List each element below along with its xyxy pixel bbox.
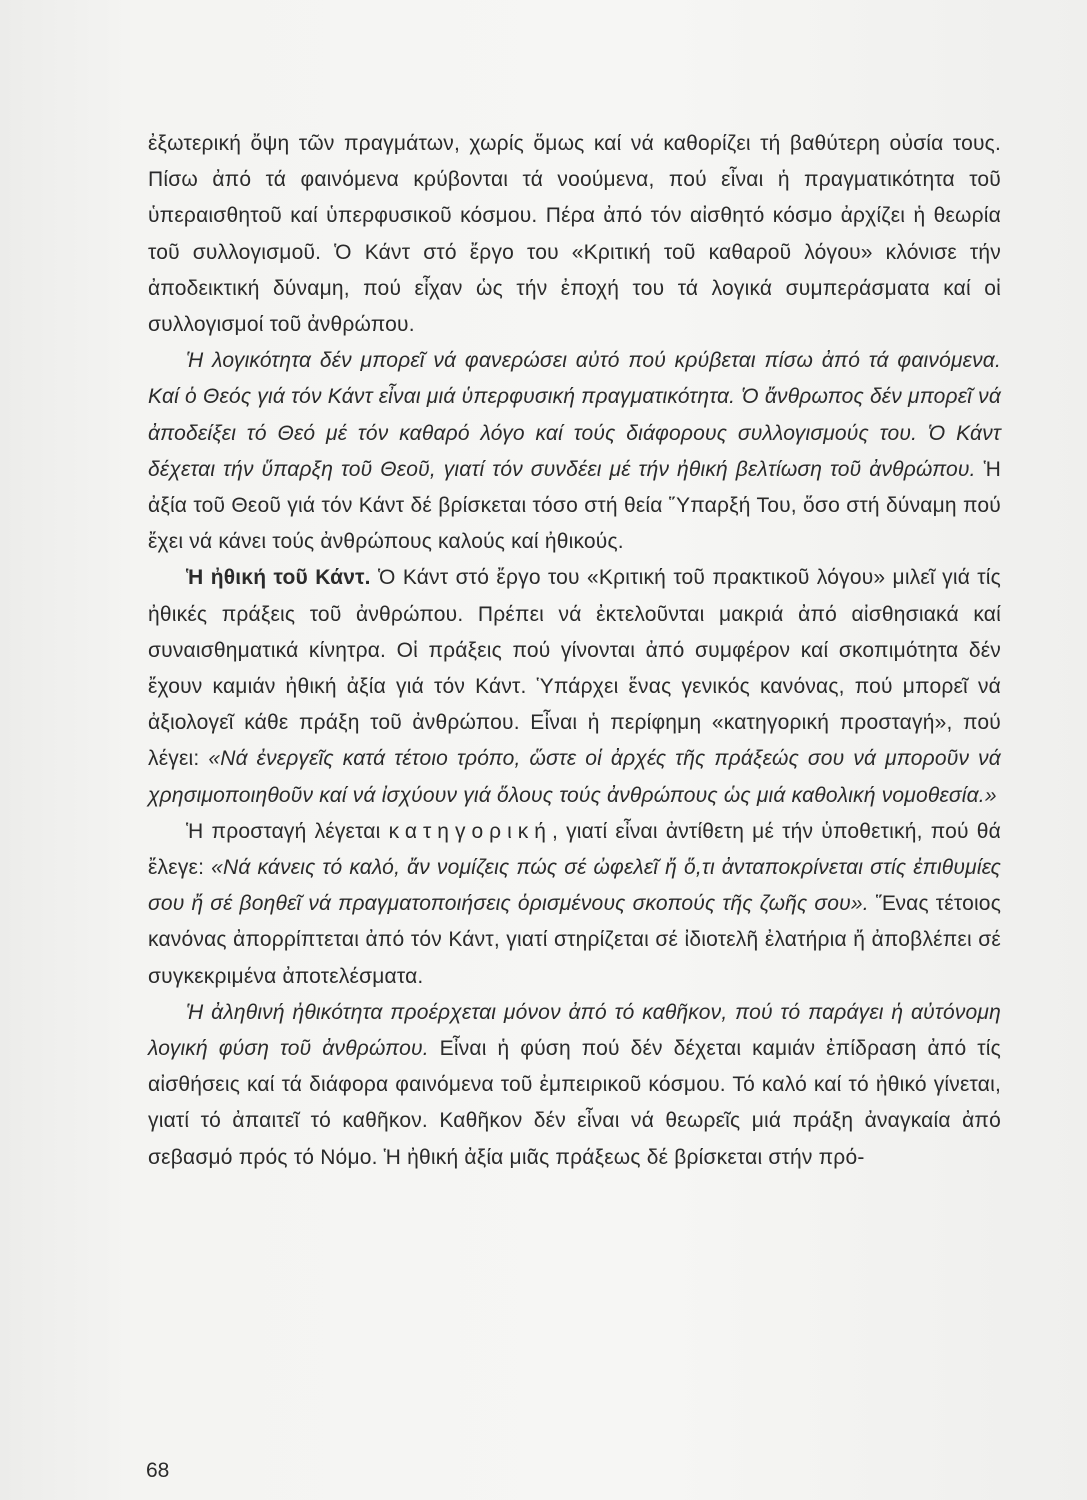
italic-text: Ἡ ἀληθινή ἠθικότητα προέρχεται μόνον ἀπό τό καθῆκον, πού τό παράγει ἡ αὐτόνομη λογική φύση τοῦ ἀνθρώπου.	[148, 1000, 1001, 1061]
italic-quote: «Νά κάνεις τό καλό, ἄν νομίζεις πώς σέ ὠφελεῖ ἤ ὅ,τι ἀνταποκρίνεται στίς ἐπιθυμίες σου ἤ σέ βοηθεῖ νά πραγματοποιήσεις ὁρισμένους σκοπούς τῆς ζωῆς σου».	[148, 856, 1001, 916]
paragraph-phenomena	[148, 126, 1001, 343]
paragraph-text: ἐξωτερική ὄψη τῶν πραγμάτων, χωρίς ὅμως καί νά καθορίζει τή βαθύτερη οὐσία τους. Πίσω ἀπό τά φαινόμενα κρύβονται τά νοούμενα, πού εἶναι ἡ πραγματικότητα τοῦ ὑπεραισθητοῦ καί ὑπερφυσικοῦ κόσμου. Πέρα ἀπό τόν αἰσθητό κόσμο ἀρχίζει ἡ θεωρία τοῦ συλλογισμοῦ. Ὁ Κάντ στό ἔργο του «Κριτική τοῦ καθαροῦ λόγου» κλόνισε τήν ἀποδεικτική δύναμη, πού εἶχαν ὡς τήν ἐποχή του τά λογικά συμπεράσματα καί οἱ συλλογισμοί τοῦ ἀνθρώπου.	[148, 132, 1001, 337]
italic-quote: «Νά ἐνεργεῖς κατά τέτοιο τρόπο, ὥστε οἱ ἀρχές τῆς πράξεώς σου νά μποροῦν νά χρησιμοποιηθοῦν καί νά ἰσχύουν γιά ὅλους τούς ἀνθρώπους ὡς μιά καθολική νομοθεσία.»	[148, 747, 1001, 807]
paragraph-god-kant	[148, 343, 1001, 560]
italic-text: Ἡ λογικότητα δέν μπορεῖ νά φανερώσει αὐτό πού κρύβεται πίσω ἀπό τά φαινόμενα. Καί ὁ Θεός γιά τόν Κάντ εἶναι μιά ὑπερφυσική πραγματικότητα. Ὁ ἄνθρωπος δέν μπορεῖ νά ἀποδείξει τό Θεό μέ τόν καθαρό λόγο καί τούς διάφορους συλλογισμούς του. Ὁ Κάντ δέχεται τήν ὕπαρξη τοῦ Θεοῦ, γιατί τόν συνδέει μέ τήν ἠθική βελτίωση τοῦ ἀνθρώπου.	[148, 349, 1001, 481]
paragraph-text: Ἕνας τέτοιος κανόνας ἀπορρίπτεται ἀπό τόν Κάντ, γιατί στηρίζεται σέ ἰδιοτελῆ ἐλατήρια ἤ ἀποβλέπει σέ συγκεκριμένα ἀποτελέσματα.	[148, 892, 1002, 988]
spaced-term: κατηγορική	[388, 819, 552, 843]
paragraph-duty	[148, 995, 1001, 1176]
paragraph-text: Ἡ ἀξία τοῦ Θεοῦ γιά τόν Κάντ δέ βρίσκεται τόσο στή θεία Ὕπαρξή Του, ὅσο στή δύναμη πού ἔχει νά κάνει τούς ἀνθρώπους καλούς καί ἠθικούς.	[148, 457, 1001, 554]
paragraph-kant-ethics	[148, 560, 1001, 813]
paragraph-text: Ὁ Κάντ στό ἔργο του «Κριτική τοῦ πρακτικοῦ λόγου» μιλεῖ γιά τίς ἠθικές πράξεις τοῦ ἀνθρώπου. Πρέπει νά ἐκτελοῦνται μακριά ἀπό αἰσθησιακά καί συναισθηματικά κίνητρα. Οἱ πράξεις πού γίνονται ἀπό συμφέρον καί σκοπιμότητα δέν ἔχουν καμιάν ἠθική ἀξία γιά τόν Κάντ. Ὑπάρχει ἕνας γενικός κανόνας, πού μπορεῖ νά ἀξιολογεῖ κάθε πράξη τοῦ ἀνθρώπου. Εἶναι ἡ περίφημη «κατηγορική προσταγή», πού λέγει:	[148, 566, 1001, 771]
paragraph-text: , γιατί εἶναι ἀντίθετη μέ τήν ὑποθετική, πού θά ἔλεγε:	[148, 819, 1001, 880]
paragraph-text: Ἡ προσταγή λέγεται	[186, 819, 389, 843]
paragraph-text: Εἶναι ἡ φύση πού δέν δέχεται καμιάν ἐπίδραση ἀπό τίς αἰσθήσεις καί τά διάφορα φαινόμενα τοῦ ἐμπειρικοῦ κόσμου. Τό καλό καί τό ἠθικό γίνεται, γιατί τό ἀπαιτεῖ τό καθῆκον. Καθῆκον δέν εἶναι νά θεωρεῖς μιά πράξη ἀναγκαία ἀπό σεβασμό πρός τό Νόμο. Ἡ ἠθική ἀξία μιᾶς πράξεως δέ βρίσκεται στήν πρό-	[148, 1037, 1001, 1169]
section-heading: Ἡ ἠθική τοῦ Κάντ.	[186, 566, 371, 590]
page-number: 68	[146, 1459, 170, 1482]
page-text	[148, 126, 1001, 1176]
paragraph-categorical	[148, 814, 1001, 995]
